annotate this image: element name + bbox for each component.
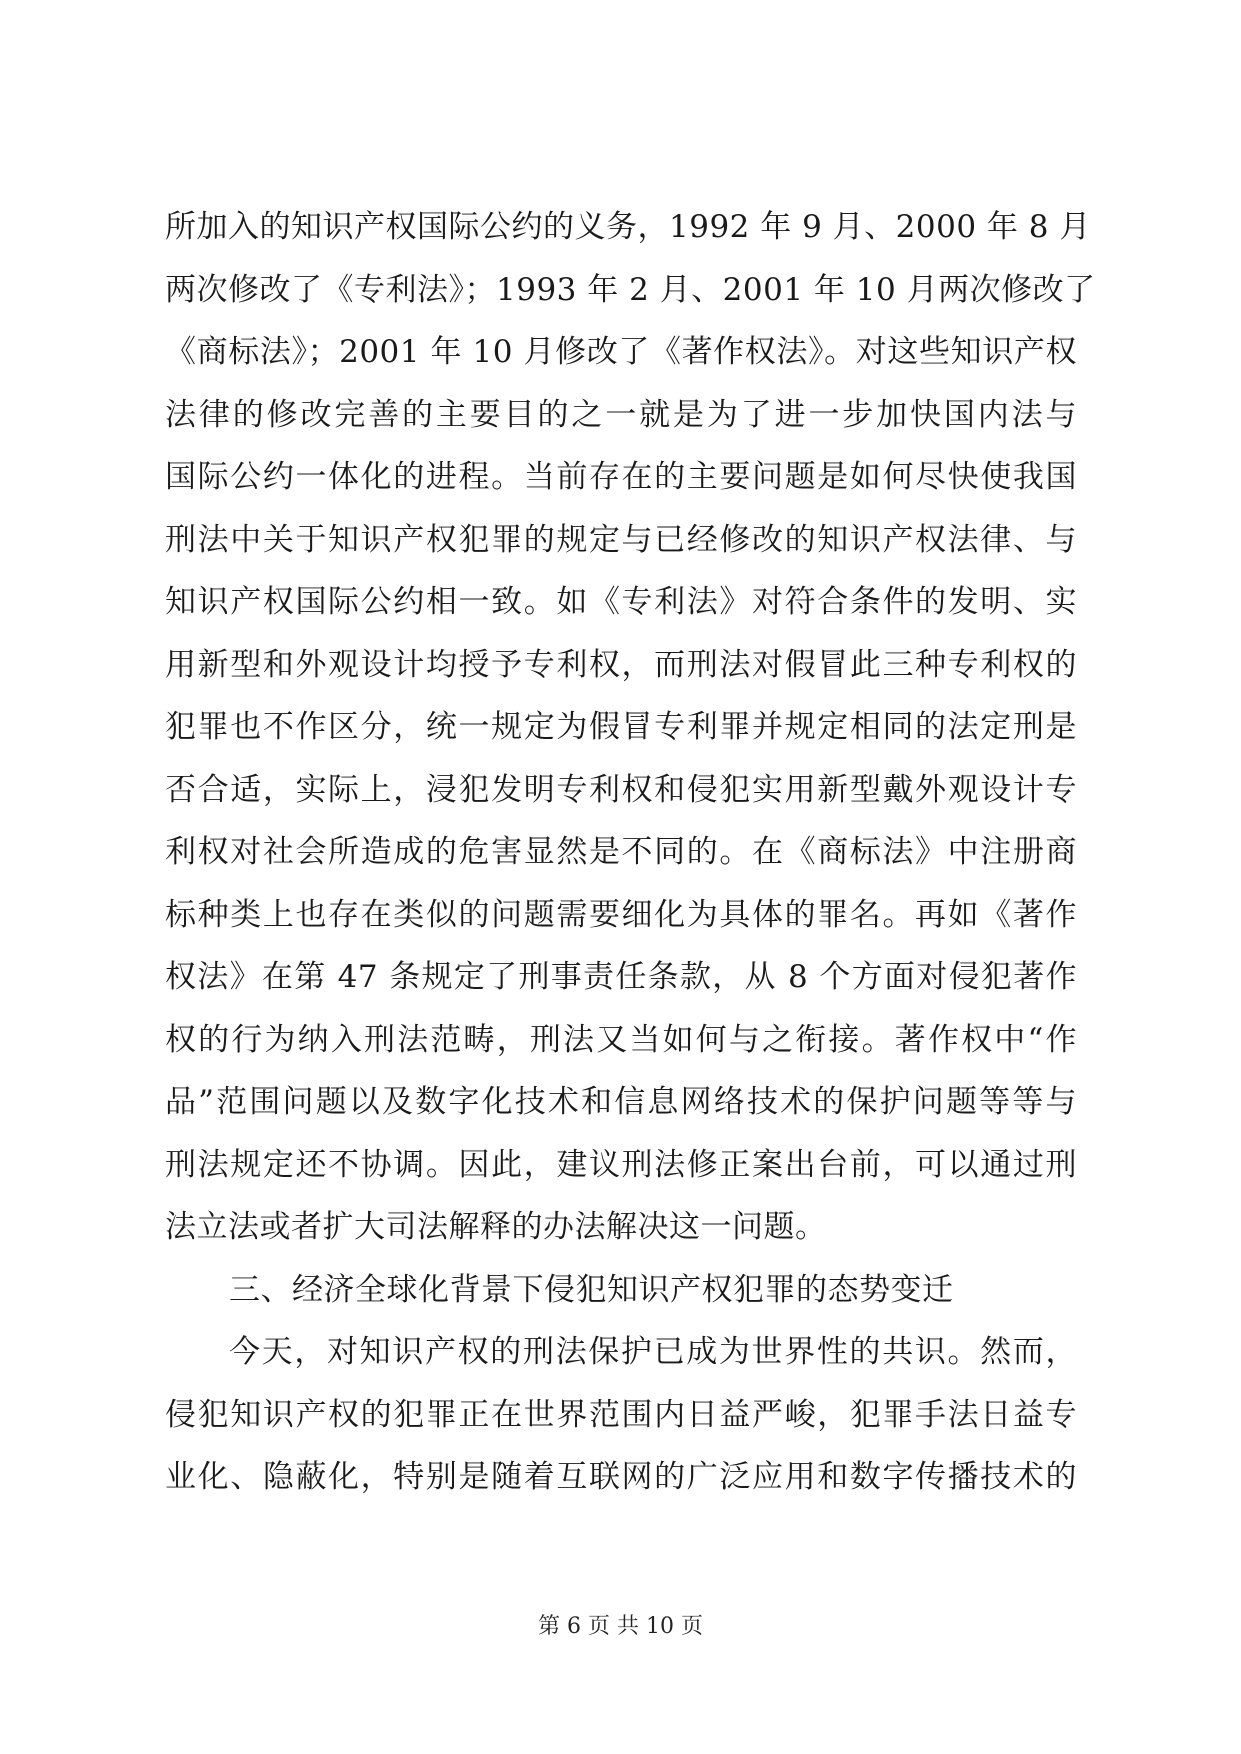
section-heading: 三、经济全球化背景下侵犯知识产权犯罪的态势变迁 xyxy=(229,1271,954,1308)
text-line: 两次修改了《专利法》；1993 年 2 月、2001 年 10 月两次修改了 xyxy=(165,271,1096,308)
text-line: 国际公约一体化的进程。当前存在的主要问题是如何尽快使我国 xyxy=(165,459,1077,495)
text-line: 犯罪也不作区分，统一规定为假冒专利罪并规定相同的法定刑是 xyxy=(165,709,1077,745)
text-line: 知识产权国际公约相一致。如《专利法》对符合条件的发明、实 xyxy=(165,584,1077,620)
page-number-footer: 第 6 页 共 10 页 xyxy=(538,1614,703,1639)
text-line: 今天，对知识产权的刑法保护已成为世界性的共识。然而， xyxy=(229,1334,1077,1370)
text-line: 品”范围问题以及数字化技术和信息网络技术的保护问题等等与 xyxy=(165,1084,1077,1120)
text-line: 用新型和外观设计均授予专利权，而刑法对假冒此三种专利权的 xyxy=(165,646,1077,683)
text-line: 权的行为纳入刑法范畴，刑法又当如何与之衔接。著作权中“作 xyxy=(165,1021,1077,1058)
text-line: 法立法或者扩大司法解释的办法解决这一问题。 xyxy=(165,1209,827,1245)
text-line: 法律的修改完善的主要目的之一就是为了进一步加快国内法与 xyxy=(165,396,1077,433)
text-line: 标种类上也存在类似的问题需要细化为具体的罪名。再如《著作 xyxy=(165,896,1077,933)
text-line: 《商标法》；2001 年 10 月修改了《著作权法》。对这些知识产权 xyxy=(165,334,1077,370)
text-line: 刑法中关于知识产权犯罪的规定与已经修改的知识产权法律、与 xyxy=(165,521,1077,558)
text-line: 业化、隐蔽化，特别是随着互联网的广泛应用和数字传播技术的 xyxy=(165,1459,1077,1495)
text-line: 刑法规定还不协调。因此，建议刑法修正案出台前，可以通过刑 xyxy=(165,1146,1077,1183)
text-line: 利权对社会所造成的危害显然是不同的。在《商标法》中注册商 xyxy=(165,834,1077,870)
text-line: 所加入的知识产权国际公约的义务，1992 年 9 月、2000 年 8 月 xyxy=(165,209,1091,245)
document-body xyxy=(165,196,1096,1509)
text-line: 否合适，实际上，浸犯发明专利权和侵犯实用新型戴外观设计专 xyxy=(165,771,1077,808)
text-line: 侵犯知识产权的犯罪正在世界范围内日益严峻，犯罪手法日益专 xyxy=(165,1396,1077,1433)
text-line: 权法》在第 47 条规定了刑事责任条款，从 8 个方面对侵犯著作 xyxy=(165,959,1077,995)
